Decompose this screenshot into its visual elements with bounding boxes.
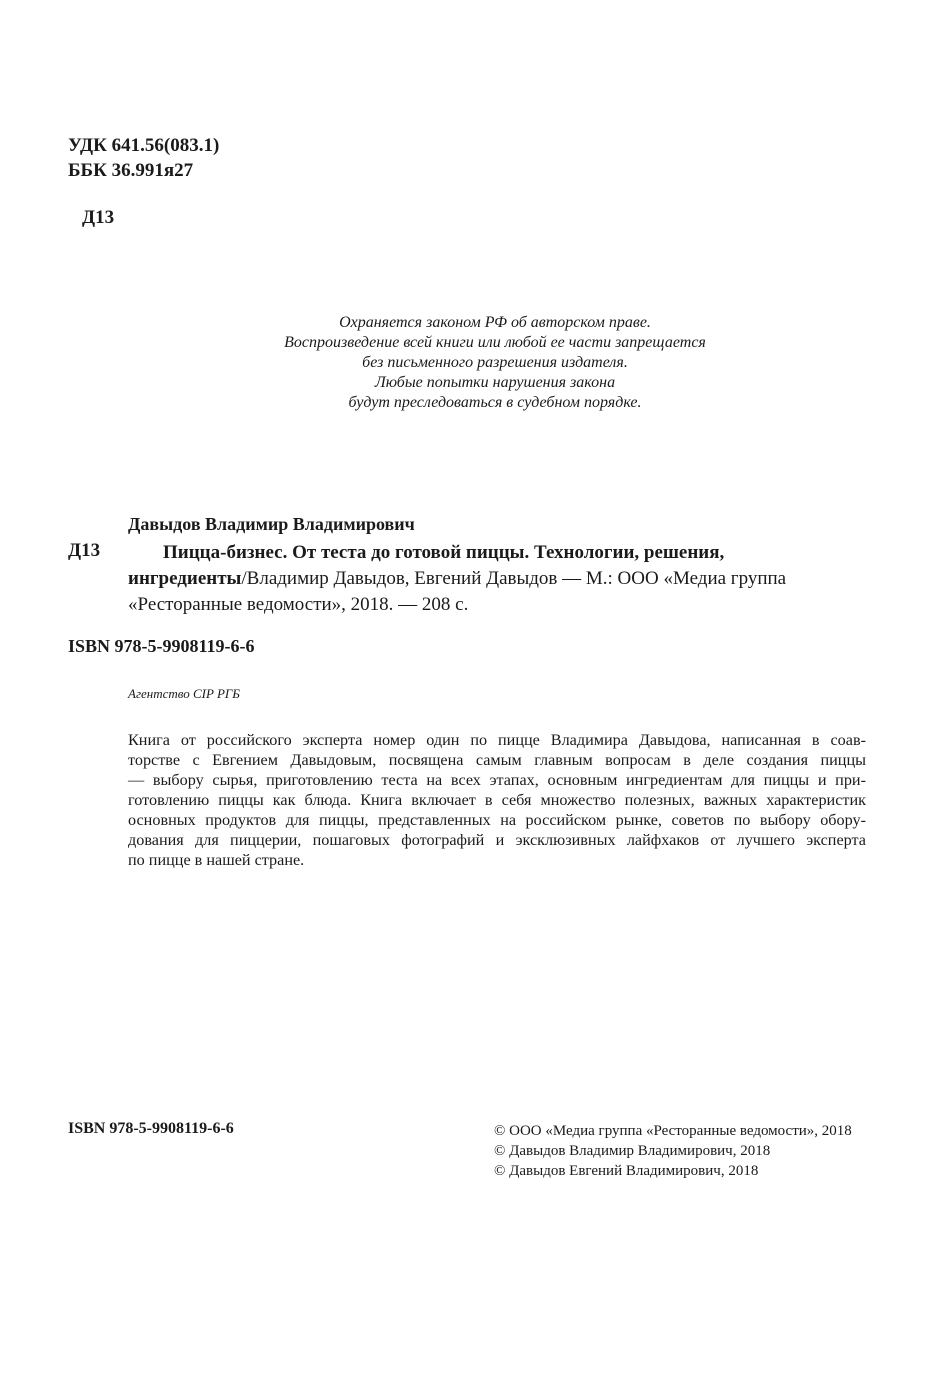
isbn-footer: ISBN 978-5-9908119-6-6 [68, 1120, 234, 1137]
copyright-notice-line: будут преследоваться в судебном порядке. [348, 394, 642, 411]
copyright-line: © Давыдов Владимир Владимирович, 2018 [494, 1143, 771, 1159]
catalog-entry [128, 540, 868, 618]
annotation-line: готовлению пиццы как блюда. Книга включает в себя множество полезных, важных характеристик [128, 791, 866, 809]
annotation-line: основных продуктов для пиццы, представленных на российском рынке, советов по выбору обору- [128, 811, 866, 829]
annotation [128, 730, 866, 870]
catalog-author-mark: Д13 [68, 540, 101, 561]
catalog-author: Давыдов Владимир Владимирович [128, 514, 415, 534]
copyright-holders [494, 1121, 852, 1181]
annotation-line: дования для пиццерии, пошаговых фотографий и эксклюзивных лайфхаков от лучшего эксперта [128, 831, 866, 849]
classification-codes [68, 133, 219, 183]
copyright-line: © ООО «Медиа группа «Ресторанные ведомости», 2018 [494, 1123, 852, 1139]
copyright-notice-line: Воспроизведение всей книги или любой ее части запрещается [284, 334, 706, 351]
cip-agency: Агентство CIP РГБ [128, 686, 240, 701]
annotation-line: — выбору сырья, приготовлению теста на всех этапах, основным ингредиентам для пиццы и при- [128, 771, 866, 789]
catalog-publication-info: «Ресторанные ведомости», 2018. — 208 с. [128, 594, 469, 615]
catalog-title-ending: ингредиенты [128, 568, 242, 589]
catalog-responsibility: /Владимир Давыдов, Евгений Давыдов — М.: ООО «Медиа группа [241, 568, 787, 589]
udk-code: УДК 641.56(083.1) [68, 135, 220, 156]
catalog-title-line: Пицца-бизнес. От теста до готовой пиццы. Технологии, решения, [163, 542, 725, 563]
author-mark-top: Д13 [82, 207, 115, 228]
copyright-notice-line: Охраняется законом РФ об авторском праве. [339, 314, 651, 331]
annotation-line: Книга от российского эксперта номер один по пицце Владимира Давыдова, написанная в соав- [128, 731, 866, 749]
annotation-line: торстве с Евгением Давыдовым, посвящена самым главным вопросам в деле создания пиццы [128, 751, 866, 769]
bbk-code: ББК 36.991я27 [68, 160, 194, 181]
isbn-main: ISBN 978-5-9908119-6-6 [68, 636, 255, 656]
annotation-line: по пицце в нашей стране. [128, 851, 305, 869]
copyright-line: © Давыдов Евгений Владимирович, 2018 [494, 1163, 759, 1179]
copyright-notice-line: без письменного разрешения издателя. [362, 354, 628, 371]
copyright-notice [0, 313, 945, 413]
copyright-notice-line: Любые попытки нарушения закона [374, 374, 616, 391]
catalog-title-line [128, 566, 868, 592]
